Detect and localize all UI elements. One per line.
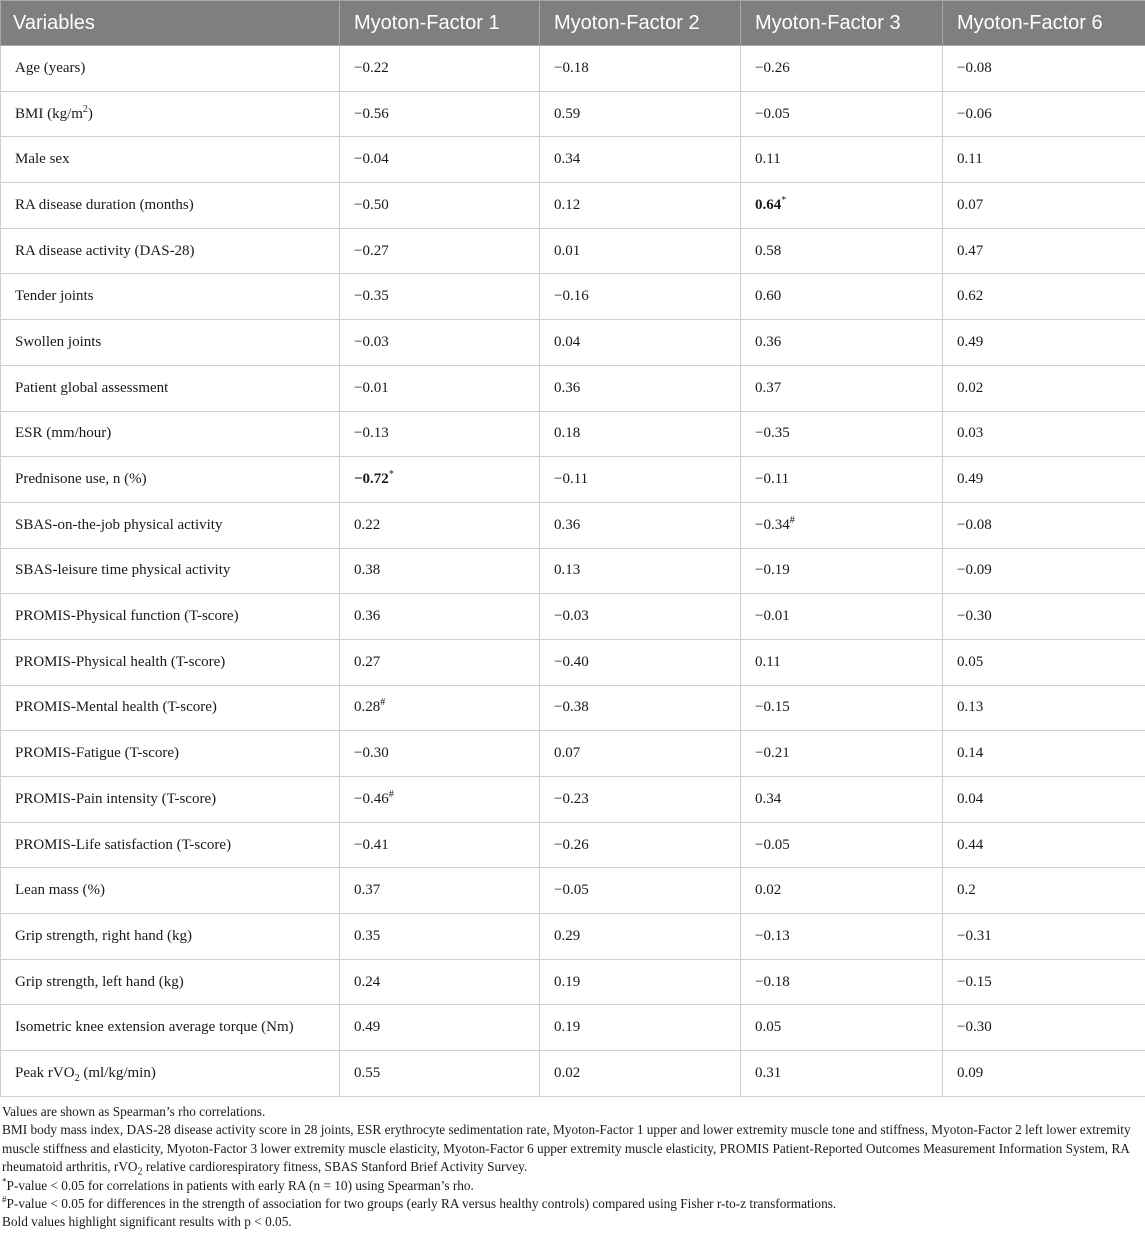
cell-myoton-factor-6 — [943, 914, 1145, 960]
cell-myoton-factor-3 — [741, 731, 943, 777]
row-label-text: Lean mass (%) — [15, 882, 105, 899]
cell-value: 0.09 — [957, 1064, 984, 1081]
row-label-tail: ) — [87, 105, 93, 122]
cell-myoton-factor-3 — [741, 46, 943, 92]
cell-myoton-factor-3 — [741, 274, 943, 320]
cell-value: 0.02 — [554, 1064, 581, 1081]
cell-myoton-factor-2 — [540, 183, 741, 229]
cell-myoton-factor-3 — [741, 411, 943, 457]
cell-value: −0.21 — [755, 745, 790, 762]
cell-value: 0.19 — [554, 973, 581, 990]
row-label — [1, 777, 340, 823]
cell-value: 0.37 — [354, 882, 381, 899]
row-label-text: Prednisone use, n (%) — [15, 471, 147, 488]
cell-myoton-factor-1 — [340, 1051, 540, 1097]
cell-value: −0.30 — [957, 608, 992, 625]
cell-value: 0.12 — [554, 196, 581, 213]
cell-value: −0.13 — [755, 927, 790, 944]
cell-value: 0.05 — [755, 1019, 782, 1036]
cell-value: 0.14 — [957, 745, 984, 762]
row-label — [1, 731, 340, 777]
cell-value: −0.15 — [755, 699, 790, 716]
table-row — [1, 548, 1145, 594]
cell-myoton-factor-6 — [943, 777, 1145, 823]
header-myoton-factor-1: Myoton-Factor 1 — [340, 1, 540, 46]
cell-value: 0.11 — [755, 653, 781, 670]
cell-myoton-factor-6 — [943, 1051, 1145, 1097]
cell-myoton-factor-1 — [340, 959, 540, 1005]
row-label — [1, 365, 340, 411]
cell-value: −0.19 — [755, 562, 790, 579]
footnote-abbrev-text: BMI body mass index, DAS-28 disease activity score in 28 joints, ESR erythrocyte sedimentation rate, Myoton-Factor 1 upper and lower extremity muscle tone and stiffness, Myoton-Factor 2 left lower extremity muscle stiffness and elasticity, Myoton-Factor 3 lower extremity muscle elasticity, Myoton-Factor 6 upper extremity muscle elasticity, PROMIS Patient-Reported Outcomes Measurement Information System, RA rheumatoid arthritis, rVO — [2, 1122, 1131, 1175]
cell-value: 0.02 — [957, 379, 984, 396]
cell-myoton-factor-1 — [340, 594, 540, 640]
header-row — [1, 1, 1145, 46]
cell-value: −0.22 — [354, 59, 389, 76]
cell-myoton-factor-6 — [943, 822, 1145, 868]
cell-myoton-factor-6 — [943, 183, 1145, 229]
cell-value: −0.35 — [354, 288, 389, 305]
cell-myoton-factor-6 — [943, 639, 1145, 685]
cell-myoton-factor-1 — [340, 1005, 540, 1051]
footnote-star-mark: * — [2, 1176, 7, 1187]
cell-value: −0.08 — [957, 516, 992, 533]
cell-value: 0.36 — [554, 516, 581, 533]
cell-myoton-factor-2 — [540, 777, 741, 823]
row-label-text: PROMIS-Physical function (T-score) — [15, 608, 239, 625]
cell-value: 0.37 — [755, 379, 782, 396]
row-label-text: PROMIS-Life satisfaction (T-score) — [15, 836, 232, 853]
cell-value: 0.62 — [957, 288, 984, 305]
row-label — [1, 594, 340, 640]
cell-myoton-factor-2 — [540, 731, 741, 777]
cell-myoton-factor-2 — [540, 91, 741, 137]
footnote-hash-mark: # — [2, 1194, 7, 1205]
cell-value: −0.35 — [755, 425, 790, 442]
row-label-text: PROMIS-Mental health (T-score) — [15, 699, 217, 716]
cell-value: 0.44 — [957, 836, 984, 853]
cell-value: 0.29 — [554, 927, 581, 944]
footnote-abbrev-tail: relative cardiorespiratory fitness, SBAS Stanford Brief Activity Survey. — [142, 1159, 528, 1175]
cell-myoton-factor-1 — [340, 777, 540, 823]
footnote-abbrev-sub: 2 — [137, 1166, 143, 1178]
header-myoton-factor-6: Myoton-Factor 6 — [943, 1, 1145, 46]
cell-value: 0.18 — [554, 425, 581, 442]
table-row — [1, 777, 1145, 823]
cell-myoton-factor-2 — [540, 548, 741, 594]
cell-myoton-factor-1 — [340, 91, 540, 137]
cell-myoton-factor-6 — [943, 320, 1145, 366]
cell-myoton-factor-1 — [340, 639, 540, 685]
table-row — [1, 594, 1145, 640]
cell-myoton-factor-2 — [540, 320, 741, 366]
cell-myoton-factor-2 — [540, 457, 741, 503]
cell-value: 0.36 — [354, 608, 381, 625]
cell-value: −0.01 — [755, 608, 790, 625]
cell-value: −0.72 — [354, 471, 389, 488]
cell-myoton-factor-6 — [943, 457, 1145, 503]
cell-myoton-factor-3 — [741, 365, 943, 411]
cell-myoton-factor-3 — [741, 320, 943, 366]
table-row — [1, 228, 1145, 274]
cell-value: −0.11 — [755, 471, 790, 488]
cell-myoton-factor-1 — [340, 320, 540, 366]
cell-myoton-factor-2 — [540, 639, 741, 685]
cell-myoton-factor-6 — [943, 91, 1145, 137]
cell-myoton-factor-3 — [741, 228, 943, 274]
cell-value: −0.16 — [554, 288, 589, 305]
cell-myoton-factor-2 — [540, 822, 741, 868]
table-row — [1, 137, 1145, 183]
cell-value: 0.05 — [957, 653, 984, 670]
cell-value: −0.05 — [755, 836, 790, 853]
cell-value: 0.64 — [755, 196, 782, 213]
cell-value: −0.01 — [354, 379, 389, 396]
cell-value: −0.18 — [755, 973, 790, 990]
table-row — [1, 822, 1145, 868]
row-label-text: BMI (kg/m — [15, 105, 83, 122]
table-body — [1, 46, 1145, 1097]
row-label-text: Male sex — [15, 151, 70, 168]
table-row — [1, 914, 1145, 960]
cell-myoton-factor-3 — [741, 1051, 943, 1097]
table-row — [1, 411, 1145, 457]
row-label — [1, 1005, 340, 1051]
significance-mark: * — [781, 194, 787, 206]
cell-value: 0.13 — [554, 562, 581, 579]
cell-value: −0.26 — [554, 836, 589, 853]
row-label-text: Grip strength, left hand (kg) — [15, 973, 184, 990]
row-label-text: Swollen joints — [15, 333, 102, 350]
table-row — [1, 46, 1145, 92]
cell-myoton-factor-1 — [340, 228, 540, 274]
cell-myoton-factor-1 — [340, 868, 540, 914]
cell-value: −0.41 — [354, 836, 389, 853]
cell-value: −0.26 — [755, 59, 790, 76]
cell-myoton-factor-2 — [540, 274, 741, 320]
cell-myoton-factor-2 — [540, 137, 741, 183]
cell-value: 0.24 — [354, 973, 381, 990]
row-label-text: PROMIS-Fatigue (T-score) — [15, 745, 180, 762]
row-label-text: Age (years) — [15, 59, 86, 76]
cell-value: −0.30 — [354, 745, 389, 762]
cell-myoton-factor-6 — [943, 274, 1145, 320]
cell-myoton-factor-6 — [943, 46, 1145, 92]
cell-myoton-factor-3 — [741, 822, 943, 868]
table-row — [1, 91, 1145, 137]
footnote-abbreviations — [2, 1121, 1142, 1176]
cell-myoton-factor-2 — [540, 1051, 741, 1097]
cell-myoton-factor-6 — [943, 685, 1145, 731]
footnote-bold: Bold values highlight significant results with p < 0.05. — [2, 1214, 292, 1230]
cell-value: 0.13 — [957, 699, 984, 716]
row-label — [1, 457, 340, 503]
cell-value: −0.31 — [957, 927, 992, 944]
cell-myoton-factor-3 — [741, 914, 943, 960]
cell-myoton-factor-6 — [943, 731, 1145, 777]
cell-value: −0.05 — [554, 882, 589, 899]
header-variables: Variables — [1, 1, 340, 46]
cell-myoton-factor-2 — [540, 502, 741, 548]
cell-myoton-factor-3 — [741, 639, 943, 685]
cell-value: 0.04 — [957, 790, 984, 807]
row-label — [1, 228, 340, 274]
cell-myoton-factor-3 — [741, 183, 943, 229]
header-myoton-factor-2: Myoton-Factor 2 — [540, 1, 741, 46]
cell-value: −0.30 — [957, 1019, 992, 1036]
cell-value: −0.56 — [354, 105, 389, 122]
cell-value: −0.09 — [957, 562, 992, 579]
table-row — [1, 639, 1145, 685]
row-label-text: RA disease activity (DAS-28) — [15, 242, 195, 259]
table-row — [1, 868, 1145, 914]
footnote-star — [2, 1177, 1142, 1195]
cell-myoton-factor-2 — [540, 685, 741, 731]
footnote-star-text: P-value < 0.05 for correlations in patients with early RA (n = 10) using Spearman’s rho. — [6, 1177, 474, 1193]
cell-value: −0.34 — [755, 516, 790, 533]
row-label — [1, 502, 340, 548]
row-label-superscript: 2 — [82, 103, 88, 115]
row-label — [1, 46, 340, 92]
cell-value: 0.11 — [957, 151, 983, 168]
cell-value: 0.49 — [354, 1019, 381, 1036]
cell-value: 0.36 — [554, 379, 581, 396]
cell-myoton-factor-3 — [741, 1005, 943, 1051]
cell-myoton-factor-1 — [340, 731, 540, 777]
cell-myoton-factor-6 — [943, 959, 1145, 1005]
row-label-text: Grip strength, right hand (kg) — [15, 927, 193, 944]
cell-myoton-factor-3 — [741, 594, 943, 640]
cell-value: 0.60 — [755, 288, 782, 305]
cell-value: 0.47 — [957, 242, 984, 259]
cell-myoton-factor-2 — [540, 1005, 741, 1051]
cell-value: 0.34 — [554, 151, 581, 168]
row-label — [1, 548, 340, 594]
table-header — [1, 1, 1145, 46]
row-label — [1, 868, 340, 914]
table-row — [1, 731, 1145, 777]
cell-myoton-factor-1 — [340, 183, 540, 229]
row-label-tail: (ml/kg/min) — [79, 1064, 156, 1081]
cell-value: −0.03 — [354, 333, 389, 350]
cell-value: −0.18 — [554, 59, 589, 76]
cell-myoton-factor-2 — [540, 914, 741, 960]
cell-myoton-factor-6 — [943, 411, 1145, 457]
cell-value: 0.2 — [957, 882, 976, 899]
row-label-text: Peak rVO — [15, 1064, 75, 1081]
row-label — [1, 274, 340, 320]
row-label — [1, 137, 340, 183]
cell-value: 0.55 — [354, 1064, 381, 1081]
cell-value: 0.11 — [755, 151, 781, 168]
cell-value: −0.23 — [554, 790, 589, 807]
row-label — [1, 320, 340, 366]
row-label-text: SBAS-on-the-job physical activity — [15, 516, 223, 533]
cell-value: 0.38 — [354, 562, 381, 579]
row-label-text: Tender joints — [15, 288, 94, 305]
row-label-text: Patient global assessment — [15, 379, 169, 396]
cell-value: 0.59 — [554, 105, 581, 122]
row-label — [1, 183, 340, 229]
table-row — [1, 365, 1145, 411]
cell-value: −0.27 — [354, 242, 389, 259]
cell-myoton-factor-2 — [540, 365, 741, 411]
cell-myoton-factor-3 — [741, 457, 943, 503]
cell-value: −0.06 — [957, 105, 992, 122]
cell-value: 0.31 — [755, 1064, 782, 1081]
cell-myoton-factor-2 — [540, 959, 741, 1005]
cell-value: −0.15 — [957, 973, 992, 990]
cell-myoton-factor-2 — [540, 411, 741, 457]
table-footnotes — [2, 1103, 1142, 1232]
cell-myoton-factor-6 — [943, 868, 1145, 914]
cell-myoton-factor-3 — [741, 502, 943, 548]
row-label — [1, 959, 340, 1005]
cell-value: −0.04 — [354, 151, 389, 168]
row-label-text: ESR (mm/hour) — [15, 425, 112, 442]
cell-myoton-factor-1 — [340, 457, 540, 503]
header-myoton-factor-3: Myoton-Factor 3 — [741, 1, 943, 46]
cell-value: 0.27 — [354, 653, 381, 670]
cell-value: −0.05 — [755, 105, 790, 122]
cell-myoton-factor-3 — [741, 91, 943, 137]
cell-value: 0.49 — [957, 333, 984, 350]
row-label — [1, 914, 340, 960]
cell-myoton-factor-2 — [540, 46, 741, 92]
cell-myoton-factor-3 — [741, 685, 943, 731]
row-label — [1, 91, 340, 137]
cell-value: −0.50 — [354, 196, 389, 213]
table-row — [1, 1051, 1145, 1097]
cell-value: 0.07 — [957, 196, 984, 213]
cell-value: 0.07 — [554, 745, 581, 762]
cell-value: −0.13 — [354, 425, 389, 442]
cell-myoton-factor-1 — [340, 502, 540, 548]
cell-myoton-factor-2 — [540, 868, 741, 914]
cell-myoton-factor-1 — [340, 365, 540, 411]
cell-myoton-factor-2 — [540, 228, 741, 274]
cell-myoton-factor-3 — [741, 777, 943, 823]
cell-value: 0.03 — [957, 425, 984, 442]
cell-myoton-factor-3 — [741, 548, 943, 594]
cell-value: 0.19 — [554, 1019, 581, 1036]
cell-myoton-factor-1 — [340, 46, 540, 92]
cell-myoton-factor-1 — [340, 822, 540, 868]
cell-value: −0.11 — [554, 471, 589, 488]
cell-myoton-factor-6 — [943, 137, 1145, 183]
row-label — [1, 822, 340, 868]
cell-myoton-factor-6 — [943, 228, 1145, 274]
row-label — [1, 1051, 340, 1097]
cell-myoton-factor-3 — [741, 959, 943, 1005]
cell-value: 0.36 — [755, 333, 782, 350]
table-row — [1, 457, 1145, 503]
row-label-text: RA disease duration (months) — [15, 196, 194, 213]
cell-value: −0.08 — [957, 59, 992, 76]
cell-myoton-factor-6 — [943, 1005, 1145, 1051]
cell-value: 0.34 — [755, 790, 782, 807]
cell-myoton-factor-3 — [741, 868, 943, 914]
row-label — [1, 411, 340, 457]
cell-myoton-factor-1 — [340, 685, 540, 731]
cell-value: 0.49 — [957, 471, 984, 488]
row-label-text: Isometric knee extension average torque (Nm) — [15, 1019, 294, 1036]
footnote-values-note: Values are shown as Spearman’s rho correlations. — [2, 1104, 266, 1119]
cell-value: 0.58 — [755, 242, 782, 259]
cell-value: −0.46 — [354, 790, 389, 807]
row-label-text: PROMIS-Pain intensity (T-score) — [15, 790, 217, 807]
cell-value: 0.04 — [554, 333, 581, 350]
footnote-hash — [2, 1195, 1142, 1213]
cell-value: 0.01 — [554, 242, 581, 259]
row-label-text: SBAS-leisure time physical activity — [15, 562, 231, 579]
table-row — [1, 274, 1145, 320]
cell-myoton-factor-1 — [340, 914, 540, 960]
table-row — [1, 1005, 1145, 1051]
table-row — [1, 320, 1145, 366]
cell-myoton-factor-6 — [943, 548, 1145, 594]
row-label — [1, 685, 340, 731]
cell-myoton-factor-1 — [340, 411, 540, 457]
cell-value: −0.03 — [554, 608, 589, 625]
cell-myoton-factor-2 — [540, 594, 741, 640]
table-row — [1, 959, 1145, 1005]
footnote-hash-text: P-value < 0.05 for differences in the strength of association for two groups (early RA versus healthy controls) compared using Fisher r-to-z transformations. — [6, 1196, 837, 1212]
cell-myoton-factor-1 — [340, 548, 540, 594]
cell-value: 0.35 — [354, 927, 381, 944]
significance-mark: # — [380, 697, 386, 709]
cell-myoton-factor-6 — [943, 502, 1145, 548]
table-row — [1, 183, 1145, 229]
table-row — [1, 685, 1145, 731]
cell-value: 0.02 — [755, 882, 782, 899]
row-label-text: PROMIS-Physical health (T-score) — [15, 653, 226, 670]
row-label-subscript: 2 — [74, 1072, 80, 1084]
cell-myoton-factor-1 — [340, 274, 540, 320]
cell-value: −0.38 — [554, 699, 589, 716]
cell-myoton-factor-3 — [741, 137, 943, 183]
significance-mark: # — [388, 788, 394, 800]
cell-myoton-factor-6 — [943, 365, 1145, 411]
significance-mark: # — [789, 514, 795, 526]
table-row — [1, 502, 1145, 548]
cell-myoton-factor-6 — [943, 594, 1145, 640]
cell-value: 0.28 — [354, 699, 381, 716]
significance-mark: * — [388, 469, 394, 481]
row-label — [1, 639, 340, 685]
cell-value: −0.40 — [554, 653, 589, 670]
cell-value: 0.22 — [354, 516, 381, 533]
cell-myoton-factor-1 — [340, 137, 540, 183]
